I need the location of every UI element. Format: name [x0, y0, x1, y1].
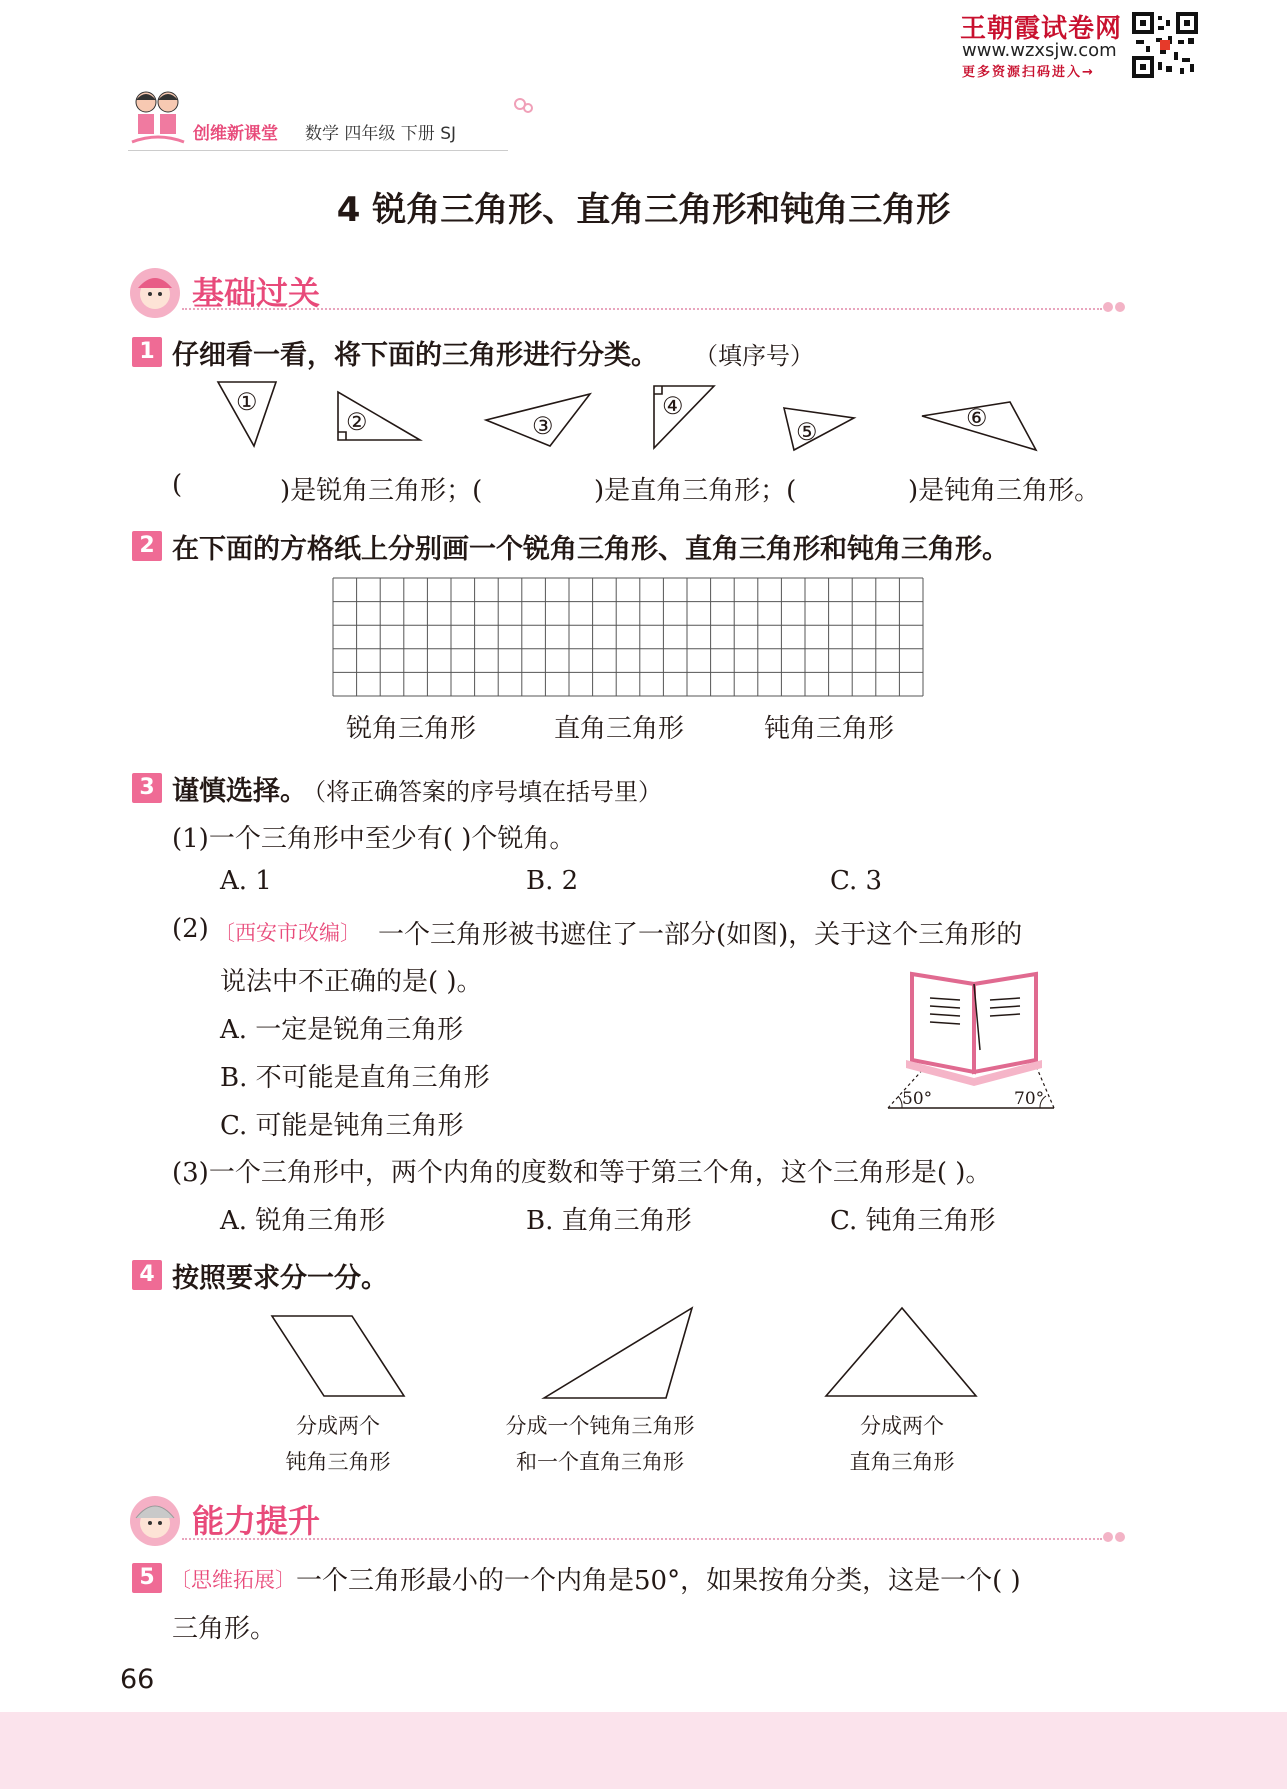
question-1-note: （填序号）	[694, 342, 814, 370]
brand-url: www.wzxsjw.com	[962, 40, 1117, 61]
q3-part1-option-a[interactable]: A. 1	[220, 866, 272, 896]
flower-decoration-icon	[512, 96, 536, 116]
q1-fill-right[interactable]: )是直角三角形；(	[594, 476, 797, 506]
footer-band	[0, 1712, 1287, 1789]
question-number-badge: 5	[132, 1563, 162, 1593]
triangle-label-2: ②	[346, 408, 368, 436]
question-2-text: 在下面的方格纸上分别画一个锐角三角形、直角三角形和钝角三角形。	[172, 534, 1009, 565]
q3-part2-option-c[interactable]: C. 可能是钝角三角形	[220, 1111, 464, 1141]
parallelogram-shape	[272, 1316, 404, 1396]
question-number-badge: 1	[132, 337, 162, 367]
dot-decoration-icon	[1102, 298, 1128, 316]
question-1-text: 仔细看一看，将下面的三角形进行分类。	[172, 340, 658, 371]
section-mascot-icon	[128, 266, 182, 320]
q3-part1-option-c[interactable]: C. 3	[830, 866, 883, 896]
qr-code-icon	[1132, 12, 1198, 78]
angle-label-50: 50°	[902, 1089, 933, 1109]
section-divider	[182, 1538, 1102, 1540]
section-title-ability: 能力提升	[192, 1502, 321, 1540]
q5-stem-b: 三角形。	[172, 1614, 277, 1644]
shapes-to-divide-figure[interactable]	[260, 1300, 1000, 1410]
q1-fill-obtuse[interactable]: )是钝角三角形。	[908, 476, 1101, 506]
angle-label-70: 70°	[1014, 1089, 1045, 1109]
q3-part3-option-b[interactable]: B. 直角三角形	[526, 1206, 692, 1236]
cartoon-children-icon	[128, 88, 188, 150]
q4-caption-2-line2: 和一个直角三角形	[516, 1450, 684, 1474]
subject-info: 数学 四年级 下册 SJ	[305, 124, 457, 144]
section-mascot-icon	[128, 1494, 182, 1548]
question-3-note: （将正确答案的序号填在括号里）	[302, 778, 662, 806]
question-3-text: 谨慎选择。	[172, 776, 307, 807]
question-4-text: 按照要求分一分。	[172, 1263, 388, 1294]
triangle-label-6: ⑥	[966, 404, 988, 432]
thinking-tag: 〔思维拓展〕	[170, 1568, 296, 1592]
source-tag: 〔西安市改编〕	[214, 921, 361, 945]
question-number-badge: 3	[132, 773, 162, 803]
q4-caption-1-line1: 分成两个	[296, 1414, 380, 1438]
dot-decoration-icon	[1102, 1528, 1128, 1546]
brand-logo-title: 王朝霞试卷网	[960, 14, 1123, 44]
q4-caption-3-line2: 直角三角形	[849, 1450, 955, 1474]
grid-caption-obtuse: 钝角三角形	[764, 714, 895, 744]
q3-part3-stem: (3)一个三角形中，两个内角的度数和等于第三个角，这个三角形是( )。	[172, 1158, 992, 1188]
triangles-figure	[210, 372, 1060, 460]
triangle-label-4: ④	[662, 392, 684, 420]
triangle-label-3: ③	[532, 412, 554, 440]
grid-caption-right: 直角三角形	[554, 714, 685, 744]
section-divider	[182, 308, 1102, 310]
q5-stem-a: 一个三角形最小的一个内角是50°，如果按角分类，这是一个( )	[296, 1566, 1021, 1596]
grid-caption-acute: 锐角三角形	[346, 714, 477, 744]
q3-part2-stem-b: 说法中不正确的是( )。	[220, 967, 483, 997]
question-number-badge: 2	[132, 531, 162, 561]
series-name: 创维新课堂	[193, 124, 278, 144]
q3-part2-stem-a: 一个三角形被书遮住了一部分(如图)，关于这个三角形的	[378, 920, 1023, 950]
q3-part1-option-b[interactable]: B. 2	[526, 866, 579, 896]
triangle-label-5: ⑤	[796, 418, 818, 446]
q4-caption-3-line1: 分成两个	[860, 1414, 944, 1438]
q3-part3-option-c[interactable]: C. 钝角三角形	[830, 1206, 996, 1236]
book-covering-triangle-figure	[880, 970, 1060, 1110]
q1-fill-acute[interactable]: )是锐角三角形；(	[280, 476, 483, 506]
header-divider	[128, 150, 508, 151]
q4-caption-2-line1: 分成一个钝角三角形	[505, 1414, 695, 1438]
page-number: 66	[120, 1664, 155, 1695]
triangle-5	[784, 408, 854, 450]
q3-part2-option-b[interactable]: B. 不可能是直角三角形	[220, 1063, 490, 1093]
lesson-title: 4 锐角三角形、直角三角形和钝角三角形	[336, 190, 951, 230]
question-number-badge: 4	[132, 1260, 162, 1290]
q3-part2-prefix: (2)	[172, 914, 209, 944]
q1-blank-open: (	[172, 470, 183, 500]
section-title-basic: 基础过关	[192, 274, 321, 312]
q4-caption-1-line2: 钝角三角形	[285, 1450, 391, 1474]
grid-paper[interactable]	[332, 577, 926, 697]
acute-triangle-shape	[826, 1308, 976, 1396]
q3-part1-stem: (1)一个三角形中至少有( )个锐角。	[172, 824, 576, 854]
q3-part2-option-a[interactable]: A. 一定是锐角三角形	[220, 1015, 464, 1045]
triangle-label-1: ①	[236, 388, 258, 416]
q3-part3-option-a[interactable]: A. 锐角三角形	[220, 1206, 386, 1236]
scan-hint: 更多资源扫码进入→	[962, 65, 1095, 80]
obtuse-triangle-shape	[544, 1308, 692, 1398]
